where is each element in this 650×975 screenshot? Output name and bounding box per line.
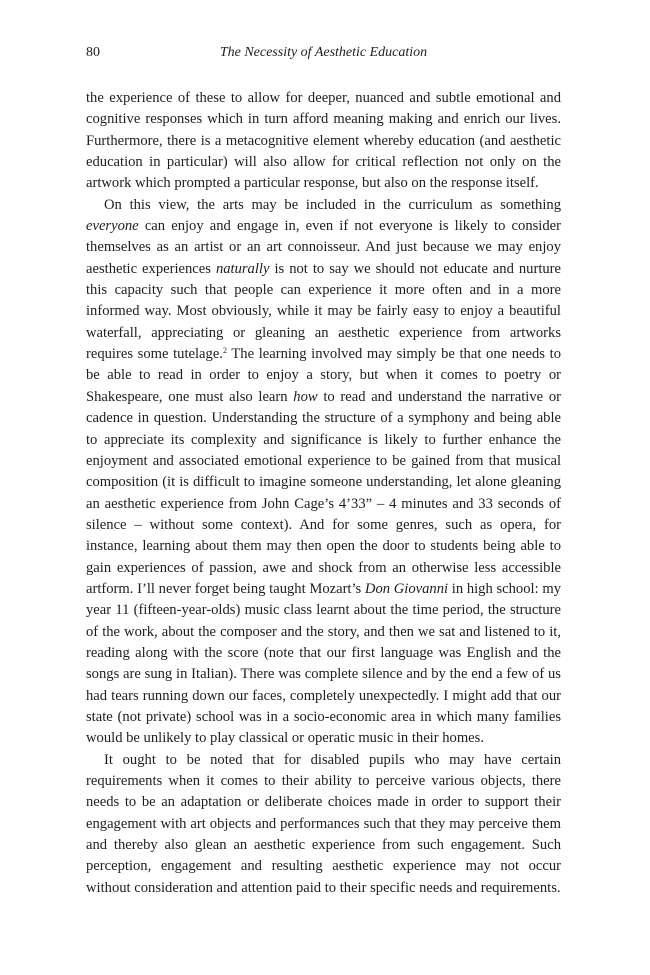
paragraph: [86, 750, 561, 899]
text-run: in high school: my year 11 (fifteen-year-olds) music class learnt about the time period, the structure of the work, about the composer and the story, and then we sat and listened to it, reading along with the score (note that our first language was English and the songs are sung in Italian). There was complete silence and by the end a few of us had tears running down our faces, completely unexpectedly. I might add that our state (not private) school was in a socio-economic area in which many families would be unlikely to play classical or operatic music in their homes.: [86, 580, 561, 747]
text-run: the experience of these to allow for deeper, nuanced and subtle emotional and cognitive responses which in turn afford meaning making and enrich our lives. Furthermore, there is a metacognitive element whereby education (and aesthetic education in particular) will also allow for critical reflection not only on the artwork which prompted a particular response, but also on the response itself.: [86, 90, 561, 192]
page-number: 80: [86, 45, 100, 60]
page-header: [86, 45, 561, 65]
text-run: The learning involved may simply be that one needs to be able to read in order to enjoy a story, but when it comes to poetry or Shakespeare, one must also learn: [86, 346, 561, 405]
emphasis-text: naturally: [215, 260, 270, 277]
emphasis-text: everyone: [86, 218, 139, 235]
text-run: It ought to be noted that for disabled pupils who may have certain requirements when it comes to their ability to perceive various objects, there needs to be an adaptation or deliberate choices made in order to support their engagement with art objects and performances such that they may perceive them and thereby also glean an aesthetic experience from such engagement. Such perception, engagement and resulting aesthetic experience may not occur without consideration and attention paid to their specific needs and requirements.: [86, 751, 561, 896]
text-run: to read and understand the narrative or cadence in question. Understanding the structure of a symphony and being able to appreciate its complexity and significance is likely to further enhance the enjoyment and associated emotional experience to be gained from that musical composition (it is difficult to imagine someone understanding, let alone gleaning an aesthetic experience from John Cage’s 4’33” – 4 minutes and 33 seconds of silence – without some context). And for some genres, such as opera, for instance, learning about them may then open the door to students being able to gain experiences of passion, awe and shock from an otherwise less accessible artform. I’ll never forget being taught Mozart’s: [86, 388, 562, 597]
text-run: On this view, the arts may be included in the curriculum as something: [104, 196, 561, 213]
footnote-reference: 2: [222, 346, 227, 356]
emphasis-text: how: [293, 388, 318, 405]
paragraph: [86, 88, 561, 195]
body-text: [86, 88, 561, 899]
running-title: The Necessity of Aesthetic Education: [219, 45, 428, 60]
emphasis-text: Don Giovanni: [364, 580, 449, 597]
text-run: can enjoy and engage in, even if not everyone is likely to consider themselves as an artist or an art connoisseur. And just because we may enjoy aesthetic experiences: [86, 218, 561, 277]
paragraph: [86, 195, 561, 750]
text-run: is not to say we should not educate and nurture this capacity such that people can experience it more often and in a more informed way. Most obviously, while it may be fairly easy to enjoy a beautiful waterfall, appreciating or gleaning an aesthetic experience from artworks requires some tutelage.: [86, 260, 562, 363]
